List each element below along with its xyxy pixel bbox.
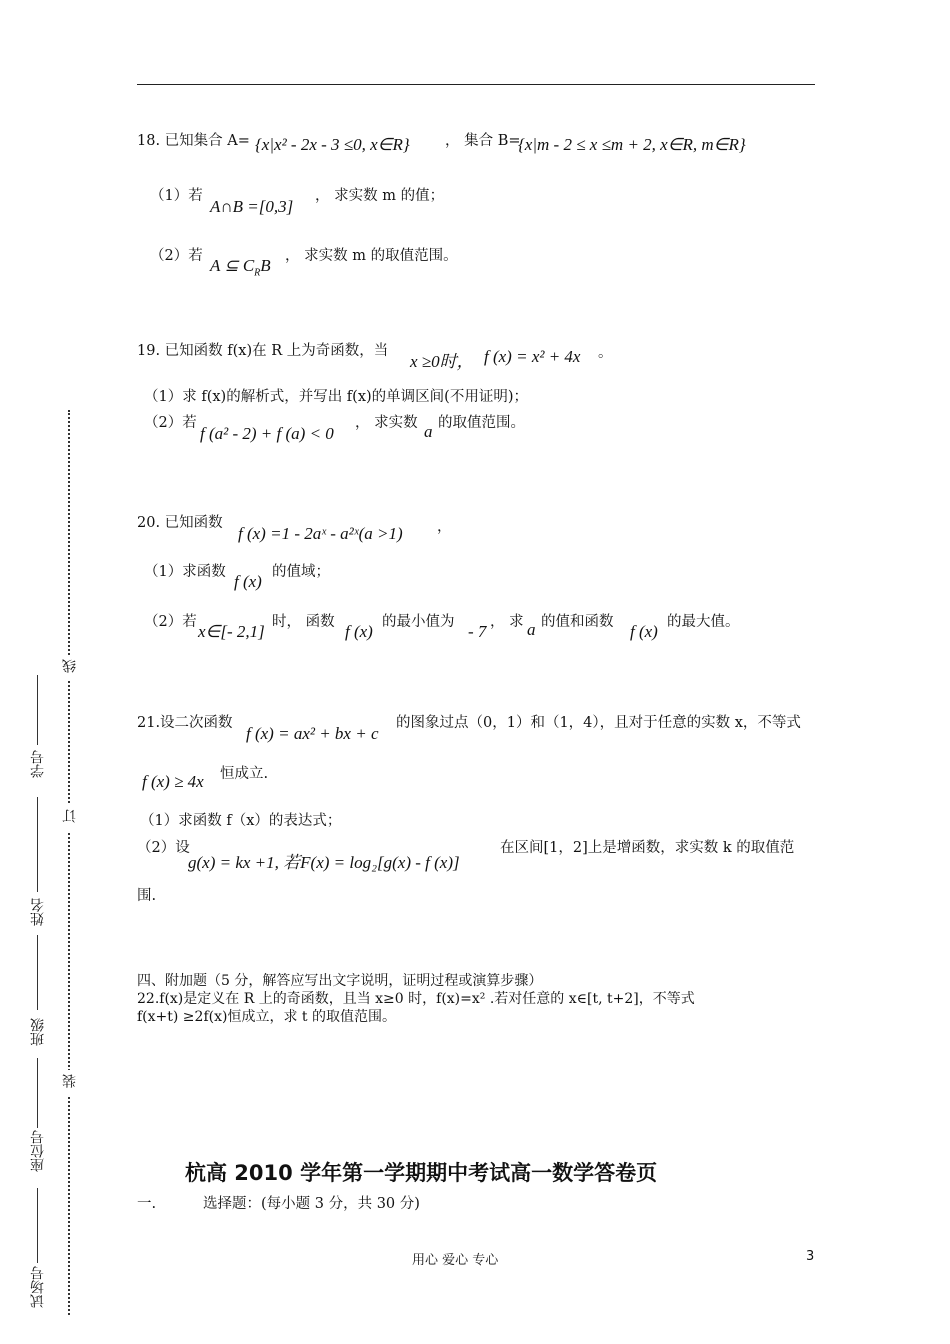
q18-p2-math-a: A ⊆ C [210, 256, 255, 275]
q21-ineq-tail: 恒成立. [220, 766, 269, 782]
binding-dotted-line [68, 410, 70, 1315]
q21-ineq: f (x) ≥ 4x [142, 772, 204, 791]
blank-line-shichanghao[interactable] [37, 1188, 38, 1263]
label-xingming-text: 姓名 [30, 898, 46, 926]
q18-p2-tail: ， 求实数 m 的取值范围。 [285, 248, 458, 264]
binding-ding-text: 订 [62, 809, 78, 823]
q21-p2-math: g(x) = kx +1, 若F(x) = log₂[g(x) - f (x)] [188, 853, 460, 872]
q18-p2-math-b: B [260, 256, 271, 275]
q20-func: f (x) =1 - 2aˣ - a²ˣ(a >1) [238, 524, 403, 543]
blank-line-zuoweihao[interactable] [37, 1058, 38, 1128]
binding-zhuang-text: 装 [62, 1074, 78, 1088]
q19-p2-math: f (a² - 2) + f (a) < 0 [200, 424, 334, 443]
label-xuehao [28, 750, 48, 782]
q20-stem: 20. 已知函数 [137, 515, 223, 531]
section1-num: 一. [137, 1196, 157, 1212]
q20-p2-m5: f (x) [630, 622, 658, 641]
label-banji-text: 班级 [30, 1018, 46, 1046]
blank-line-xingming[interactable] [37, 797, 38, 892]
q19-p1: （1）求 f(x)的解析式，并写出 f(x)的单调区间(不用证明)； [144, 389, 528, 405]
q20-p2-label: （2）若 [144, 614, 197, 630]
q20-p2-t3: ， 求 [490, 614, 524, 630]
label-zuoweihao-text: 座位号 [30, 1130, 46, 1172]
q18-p2-math-sub: R [254, 267, 261, 279]
q18-p2-label: （2）若 [150, 248, 203, 264]
q21-stem: 21.设二次函数 [137, 715, 233, 731]
q19-cond: x ≥0时， [410, 352, 474, 371]
q19-stem: 19. 已知函数 f(x)在 R 上为奇函数，当 [137, 343, 389, 359]
blank-line-xuehao[interactable] [37, 675, 38, 745]
q20-p1-math: f (x) [234, 572, 262, 591]
binding-xian-text: 线 [62, 659, 78, 673]
q19-end: 。 [598, 345, 613, 361]
q21-func: f (x) = ax² + bx + c [246, 724, 379, 743]
q18-stem [137, 131, 250, 151]
binding-ding [60, 805, 80, 831]
q20-p2-t1: 时， 函数 [272, 614, 335, 630]
q20-p2-t5: 的最大值。 [667, 614, 740, 630]
label-xingming [28, 898, 48, 930]
header-rule [137, 84, 815, 85]
q20-p2-math: x∈[- 2,1] [198, 622, 265, 641]
q20-p2-t2: 的最小值为 [382, 614, 455, 630]
q18-p2-math [210, 256, 271, 278]
answer-title: 杭高 2010 学年第一学期期中考试高一数学答卷页 [185, 1161, 658, 1185]
q18-prefix: 18. 已知集合 A= [137, 133, 250, 149]
q19-p2-label: （2）若 [144, 415, 197, 431]
label-banji [28, 1018, 48, 1050]
sec4-line2: f(x+t) ≥2f(x)恒成立，求 t 的取值范围。 [137, 1009, 396, 1025]
q20-p2-m3: - 7 [468, 622, 487, 641]
footer-motto: 用心 爱心 专心 [412, 1253, 499, 1268]
q19-p2-tail2: 的取值范围。 [438, 415, 525, 431]
q18-setB: {x|m - 2 ≤ x ≤m + 2, x∈R, m∈R} [518, 135, 746, 154]
q20-p2-m4: a [527, 620, 536, 639]
q21-stem-tail: 的图象过点（0，1）和（1，4），且对于任意的实数 x，不等式 [396, 715, 801, 731]
q20-p2-t4: 的值和函数 [541, 614, 614, 630]
binding-xian [60, 655, 80, 681]
q20-p1-tail: 的值域； [272, 564, 330, 580]
q19-func: f (x) = x² + 4x [484, 347, 581, 366]
section1-heading: 选择题：(每小题 3 分，共 30 分) [203, 1196, 420, 1212]
sec4-heading: 四、附加题（5 分，解答应写出文字说明，证明过程或演算步骤） [137, 973, 543, 989]
q18-p1-label: （1）若 [150, 188, 203, 204]
label-shichanghao-text: 试场号 [30, 1266, 46, 1308]
q19-p2-var: a [424, 422, 433, 441]
q21-p2-tail: 在区间[1，2]上是增函数，求实数 k 的取值范 [500, 840, 795, 856]
blank-line-banji[interactable] [37, 935, 38, 1010]
label-shichanghao [28, 1266, 48, 1312]
q20-p2-m2: f (x) [345, 622, 373, 641]
q18-p1-tail: ， 求实数 m 的值； [315, 188, 445, 204]
label-zuoweihao [28, 1130, 48, 1176]
q18-setA: {x|x² - 2x - 3 ≤0, x∈R} [255, 135, 410, 154]
q21-p2-label: （2）设 [137, 840, 190, 856]
q21-p1: （1）求函数 f（x）的表达式； [140, 813, 342, 829]
q21-p2-wrap: 围. [137, 888, 157, 904]
q20-p1-label: （1）求函数 [144, 564, 226, 580]
q18-mid: ， 集合 B= [445, 133, 521, 149]
q20-comma: ， [437, 519, 452, 535]
sec4-line1: 22.f(x)是定义在 R 上的奇函数，且当 x≥0 时，f(x)=x² .若对任意的 x∈[t, t+2]，不等式 [137, 991, 695, 1007]
label-xuehao-text: 学号 [30, 750, 46, 778]
q18-p1-math: A∩B =[0,3] [210, 197, 294, 216]
binding-zhuang [60, 1070, 80, 1096]
page-number: 3 [806, 1249, 815, 1264]
q19-p2-tail1: ， 求实数 [355, 415, 418, 431]
